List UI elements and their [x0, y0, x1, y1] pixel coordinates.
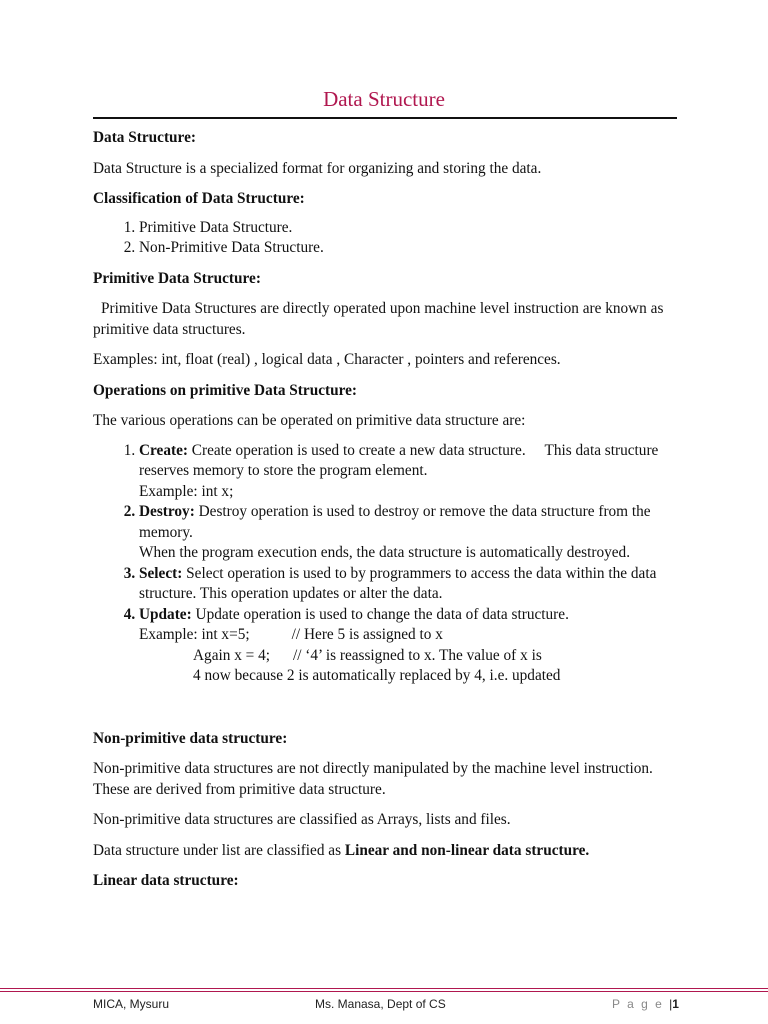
heading-operations: Operations on primitive Data Structure:: [93, 381, 357, 399]
create-text: Create operation is used to create a new data structure. This data structure reserves memory to store the program element.: [139, 441, 663, 479]
paragraph-list-classification: [93, 841, 677, 862]
list-item: 2. Non-Primitive Data Structure.: [139, 238, 677, 259]
operations-list: [93, 441, 677, 687]
operation-destroy: [139, 502, 677, 564]
list-classification-prefix: Data structure under list are classified as: [93, 841, 345, 859]
page-title: Data Structure: [323, 87, 445, 111]
update-again: Again x = 4; // ‘4’ is reassigned to x. The value of x is: [193, 646, 542, 664]
heading-classification: Classification of Data Structure:: [93, 190, 305, 207]
update-text: Update operation is used to change the data of data structure.: [191, 605, 569, 623]
select-text: Select operation is used to by programmers to access the data within the data structure. This operation updates or alter the data.: [139, 564, 657, 602]
heading-primitive: Primitive Data Structure:: [93, 269, 261, 287]
page-footer: [0, 997, 768, 1017]
term-create: Create:: [139, 441, 188, 459]
term-select: Select:: [139, 564, 183, 582]
heading-linear: Linear data structure:: [93, 872, 239, 889]
footer-page-label: P a g e: [612, 997, 664, 1011]
paragraph-nonprimitive-classes: Non-primitive data structures are classified as Arrays, lists and files.: [93, 811, 511, 828]
footer-rule-bottom: [0, 991, 768, 992]
footer-separator: |: [669, 997, 673, 1011]
title-underline: [93, 117, 677, 119]
operation-create: [139, 441, 677, 503]
classification-list: [93, 218, 677, 259]
term-update: Update:: [139, 605, 192, 623]
operation-update: [139, 605, 677, 687]
paragraph-operations-intro: The various operations can be operated on primitive data structure are:: [93, 412, 526, 429]
term-destroy: Destroy:: [139, 503, 195, 520]
footer-institution: MICA, Mysuru: [93, 997, 170, 1011]
destroy-text: Destroy operation is used to destroy or remove the data structure from the memory.: [139, 503, 651, 541]
list-item: 1. Primitive Data Structure.: [139, 218, 677, 239]
paragraph-primitive-examples: Examples: int, float (real) , logical data , Character , pointers and references.: [93, 351, 561, 368]
destroy-note: When the program execution ends, the data structure is automatically destroyed.: [139, 544, 631, 561]
paragraph-primitive-definition: Primitive Data Structures are directly operated upon machine level instruction are known as primitive data structures.: [93, 300, 664, 338]
document-body: [93, 128, 677, 892]
update-continuation: 4 now because 2 is automatically replaced by 4, i.e. updated: [193, 667, 561, 684]
update-example: Example: int x=5; // Here 5 is assigned to x: [139, 626, 443, 643]
footer-page-indicator: [612, 997, 679, 1011]
footer-rule-top: [0, 988, 768, 989]
create-example: Example: int x;: [139, 482, 234, 500]
heading-nonprimitive: Non-primitive data structure:: [93, 729, 288, 747]
paragraph-nonprimitive-definition: Non-primitive data structures are not directly manipulated by the machine level instruction. These are derived from primitive data structure.: [93, 760, 653, 798]
operation-select: [139, 564, 677, 605]
heading-data-structure: Data Structure:: [93, 129, 196, 146]
list-classification-bold: Linear and non-linear data structure.: [344, 841, 590, 859]
footer-author: Ms. Manasa, Dept of CS: [315, 997, 446, 1011]
footer-page-number: 1: [672, 997, 679, 1011]
paragraph-ds-definition: Data Structure is a specialized format for organizing and storing the data.: [93, 159, 542, 177]
